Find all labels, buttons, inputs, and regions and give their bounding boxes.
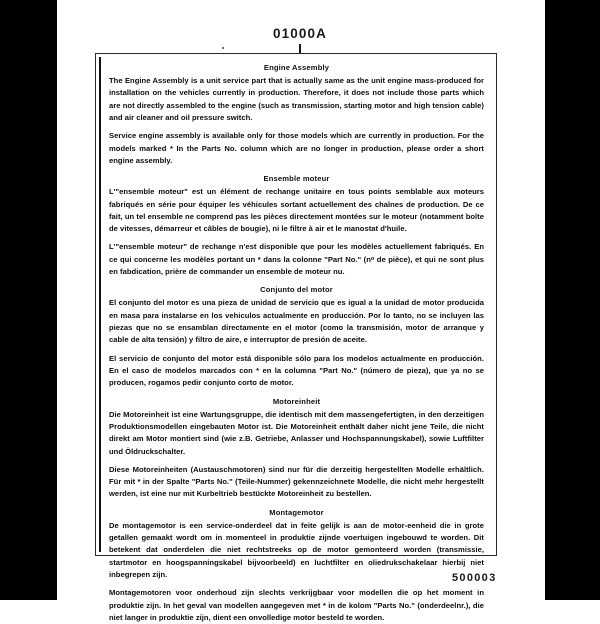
paragraph-dutch-2: Montagemotoren voor onderhoud zijn slechts verkrijgbaar voor modellen die op het moment in produktie zijn. In het geval van modellen aangegeven met * in de kolom "Parts No." (onderdeelnr.), die niet langer in produktie zijn, dient een onvolledige motor besteld te worden. bbox=[109, 588, 484, 622]
figure-code: 01000A bbox=[273, 26, 327, 41]
section-german bbox=[109, 397, 484, 501]
section-spanish bbox=[109, 285, 484, 389]
ordinal-superscript: o bbox=[370, 256, 375, 262]
paragraph-english-1: The Engine Assembly is a unit service part that is actually same as the unit engine mass-produced for installation on the vehicles currently in production. Therefore, it does not include those parts which are not directly assembled to the engine (such as transmission, starting motor and high tension cable) and air cleaner and oil pressure switch. bbox=[109, 76, 484, 122]
section-french bbox=[109, 174, 484, 278]
section-dutch bbox=[109, 508, 484, 624]
section-english bbox=[109, 63, 484, 167]
section-heading-french: Ensemble moteur bbox=[263, 174, 330, 184]
paragraph-french-2-before: L'"ensemble moteur" de rechange n'est disponible que pour les modèles actuellement fabriqués. En ce qui concerne les modèles portant un * dans la colonne "Part No." (n bbox=[109, 242, 484, 264]
section-heading-spanish: Conjunto del motor bbox=[260, 285, 333, 295]
paragraph-english-2: Service engine assembly is available only for those models which are currently in production. For the models marked * In the Parts No. column which are no longer in production, please order a short engine assembly. bbox=[109, 131, 484, 165]
sheet-code: 500003 bbox=[452, 572, 497, 584]
scan-speck bbox=[222, 47, 224, 49]
section-heading-english: Engine Assembly bbox=[263, 63, 330, 72]
paragraph-spanish-1: El conjunto del motor es una pieza de unidad de servicio que es igual a la unidad de motor producida en masa para instalarse en los vehiculos actualmente en producción. Por lo tanto, no se incluyen las piezas que no se ensamblan directamente en el motor (como la transmisión, motor de arranque y cable de alta tensión) y filtro de aire, e interruptor de presión de aceite. bbox=[109, 298, 484, 345]
paragraph-german-1: Die Motoreinheit ist eine Wartungsgruppe, die identisch mit dem massengefertigten, in den derzeitigen Produktionsmodellen eingebauten Motor ist. Die Motoreinheit enthält daher nicht jene Teile, die nicht direkt am Motor montiert sind (wie z.B. Getriebe, Anlasser und Hochspannungskabel), sowie Luftfilter und Öldruckschalter. bbox=[109, 409, 484, 456]
paragraph-german-2: Diese Motoreinheiten (Austauschmotoren) sind nur für die derzeitig hergestellten Modelle erhältlich. Für mit * in der Spalte "Parts No." (Teile-Nummer) gekennzeichnete Modelle, die nicht mehr hergestellt werden, ist eine nur mit Kurbeltrieb bestückte Motoreinheit zu bestellen. bbox=[109, 464, 484, 499]
paragraph-french-1: L'"ensemble moteur" est un élément de rechange unitaire en tous points semblable aux moteurs fabriqués en série pour équiper les véhicules sortant actuellement des chaînes de production. De ce fait, un tel ensemble ne comprend pas les pièces directement montées sur le moteur (notamment boîte de vitesses, démarreur et câbles de bougie), ni le filtre à air et le manostat d'huile. bbox=[109, 187, 484, 234]
section-heading-german: Motoreinheit bbox=[272, 396, 321, 406]
paragraph-dutch-1: De montagemotor is een service-onderdeel dat in feite gelijk is aan de motor-eenheid die in grote getallen gemaakt wordt om in momenteel in produktie zijnde voertuigen ingebouwd te worden. Dit betekent dat onderdelen die niet rechtstreeks op de motor gemonteerd worden (transmissie, startmotor en hoogspanningskabel bijvoorbeeld) en luchtfilter en oliedrukschakelaar hierbij niet inbegrepen zijn. bbox=[109, 520, 484, 580]
paragraph-french-2 bbox=[109, 241, 484, 278]
paragraph-spanish-2: El servicio de conjunto del motor está disponible sólo para los modelos actualmente en producción. En el caso de modelos marcados con * en la columna "Part No." (número de pieza), que ya no se producen, rogamos pedir conjunto corto de motor. bbox=[109, 353, 484, 388]
scan-artifact-right-band bbox=[545, 0, 600, 600]
section-heading-dutch: Montagemotor bbox=[269, 507, 324, 517]
paragraph-french-2-after: de pièce), et qui ne sont plus en fabdication, prière de commander un ensemble de moteur nu. bbox=[109, 254, 484, 277]
scan-artifact-left-band bbox=[0, 0, 57, 600]
